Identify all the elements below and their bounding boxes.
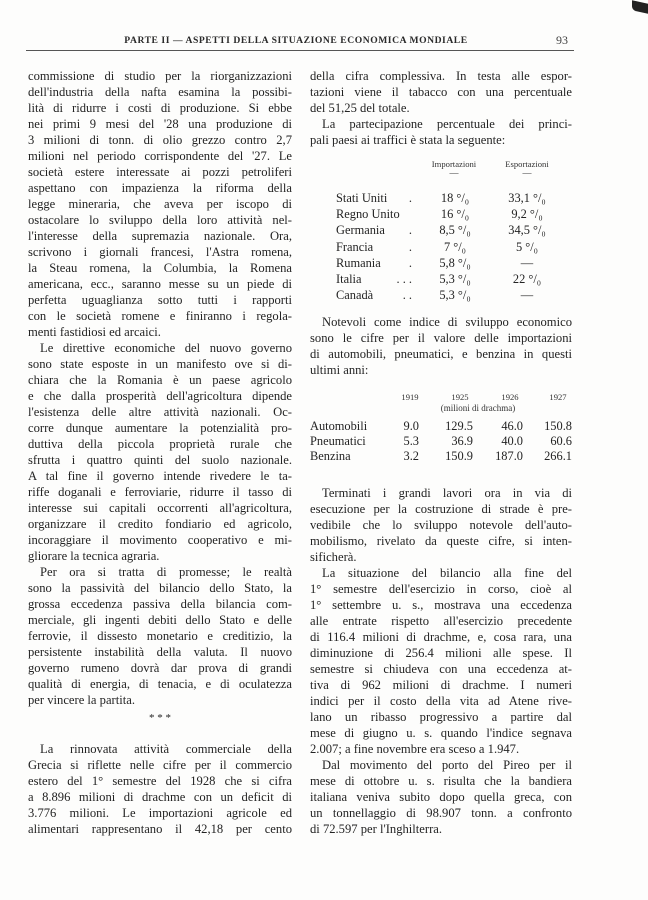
col-dash-exports: — <box>522 168 532 178</box>
paragraph <box>28 564 292 708</box>
year-header: 1927 <box>549 392 567 402</box>
country-name: Rumania <box>336 255 381 270</box>
text-line: alle entrate rispetto all'esercizio precedente <box>310 614 572 628</box>
text-line: del 51,25 del totale. <box>310 101 410 115</box>
text-line: di 116.4 milioni di drachme, e, cosa rara, una <box>310 630 572 644</box>
text-line: dell'industria della nafta esamina la possibi- <box>28 85 292 99</box>
dot-leader: . <box>408 191 412 205</box>
country-name: Regno Unito <box>336 207 400 222</box>
text-line: ultimi anni: <box>310 363 369 377</box>
left-column <box>28 68 292 837</box>
value-cell: 150.8 <box>544 419 572 433</box>
text-line: con le società romene e finiranno i regola- <box>28 309 292 323</box>
value-cell: 36.9 <box>451 434 473 449</box>
text-line: merciale, gli ingenti debiti dello Stato e delle <box>28 613 292 627</box>
paragraph <box>310 485 572 565</box>
dot-leader: . <box>408 223 412 238</box>
text-line: governo rumeno dovrà dar prova di grandi <box>28 661 292 675</box>
text-line: sono la passività del bilancio dello Stato, la <box>28 581 292 595</box>
paragraph <box>310 314 572 378</box>
paragraph <box>28 340 292 564</box>
text-line: indici per il costo della vita ad Atene rive- <box>310 694 572 708</box>
text-line: 1° settembre u. s., mostrava una eccedenza <box>310 598 572 612</box>
text-line: Le direttive economiche del nuovo governo <box>40 341 292 355</box>
text-line: Dal movimento del porto del Pireo per il <box>322 758 572 772</box>
text-line: organizzare il credito fondiario ed agricolo, <box>28 517 292 531</box>
text-line: Per ora si tratta di promesse; le realtà <box>40 565 292 579</box>
text-line: nei primi 9 mesi del '28 una produzione di <box>28 117 292 131</box>
export-share: 5 °/₀ <box>515 239 539 254</box>
country-name: Stati Uniti <box>336 191 388 205</box>
text-line: di automobili, pneumatici, e benzina in questi <box>310 347 572 361</box>
paragraph <box>310 68 572 116</box>
import-share: 5,8 °/₀ <box>439 255 471 270</box>
text-line: vedibile che lo sviluppo notevole dell'auto- <box>310 518 572 532</box>
text-line: tazioni viene il tabacco con una percentuale <box>310 85 572 99</box>
text-line: sono le cifre per il valore delle importazioni <box>310 331 572 345</box>
text-line: Notevoli come indice di sviluppo economico <box>322 315 572 329</box>
dot-leader: . <box>408 255 412 270</box>
text-line: lità di ridurre i costi di produzione. Si ebbe <box>28 101 292 115</box>
export-share: 33,1 °/₀ <box>508 191 546 205</box>
text-line: 1° semestre dell'esercizio in corso, cioè al <box>310 582 572 596</box>
export-share: 9,2 °/₀ <box>511 207 543 222</box>
paragraph <box>28 68 292 340</box>
text-line: 2.007; a fine novembre era sceso a 1.947. <box>310 742 520 756</box>
import-share: 18 °/₀ <box>440 191 470 205</box>
value-cell: 150.9 <box>445 449 473 464</box>
text-line: grossa eccedenza passiva della bilancia com- <box>28 597 292 611</box>
left-text-upper <box>28 68 292 708</box>
text-line: a 8.896 milioni di drachme con un deficit di <box>28 790 292 804</box>
year-header: 1926 <box>501 392 519 402</box>
year-header: 1919 <box>401 392 419 402</box>
dot-leader: . . <box>402 288 412 303</box>
text-line: Terminati i grandi lavori ora in via di <box>322 486 572 500</box>
country-name: Canadà <box>336 288 374 303</box>
import-share: 5,3 °/₀ <box>439 272 471 286</box>
value-cell: 60.6 <box>550 434 572 449</box>
text-line: mese di giugno u. s. quando l'indice segnava <box>310 726 572 740</box>
text-line: legge mineraria, che aveva per iscopo di <box>28 197 292 211</box>
text-line: chiara che la Romania è un paese agricolo <box>28 373 292 387</box>
page-number: 93 <box>556 33 568 47</box>
text-line: ferrovie, il dissesto monetario e creditizio, la <box>28 629 292 643</box>
text-line: esecuzione per la costruzione di strade è pre- <box>310 502 572 516</box>
value-cell: 40.0 <box>501 434 523 449</box>
country-name: Germania <box>336 223 385 238</box>
value-cell: 9.0 <box>403 419 419 433</box>
text-line: di 72.597 per l'Inghilterra. <box>310 822 443 836</box>
value-cell: 3.2 <box>403 449 419 464</box>
right-text-bottom <box>310 485 572 837</box>
paragraph <box>28 741 292 837</box>
text-line: A tal fine il governo intende rivedere le ta- <box>28 469 292 483</box>
text-line: mese di ottobre u. s. risulta che la bandiera <box>310 774 572 788</box>
text-line: sfrutta i quattro quinti del suolo nazionale. <box>28 453 292 467</box>
text-line: un tonnellaggio di 98.907 tonn. a confronto <box>310 806 572 820</box>
separator-asterisks: * * * <box>149 712 171 724</box>
text-line: riffe doganali e ferroviarie, ridurre il tasso di <box>28 485 292 499</box>
export-share: — <box>520 255 534 270</box>
col-dash-imports: — <box>449 168 459 178</box>
text-line: l'interesse della supremazia nazionale. Ora, <box>28 229 292 243</box>
text-line: interesse sui capitali occorrenti all'agricoltura, <box>28 501 292 515</box>
value-cell: 5.3 <box>403 434 419 449</box>
text-line: sificherà. <box>310 550 357 564</box>
text-line: qualità di energia, di tenacia, e di oculatezza <box>28 677 292 691</box>
text-line: commissione di studio per la riorganizzazioni <box>28 69 292 83</box>
left-text-lower <box>28 741 292 837</box>
text-line: italiana veniva subito dopo quella greca, con <box>310 790 572 804</box>
text-line: menti fastidiosi ed arcaici. <box>28 325 161 339</box>
text-line: gliorare la tecnica agraria. <box>28 549 160 563</box>
export-share: 22 °/₀ <box>512 272 542 286</box>
export-share: 34,5 °/₀ <box>508 223 546 238</box>
right-text-top <box>310 68 572 148</box>
text-line: estero del 1° semestre del 1928 che si cifra <box>28 774 292 788</box>
country-name: Italia <box>336 272 362 286</box>
text-line: l'esistenza delle altre attività nazionali. Oc- <box>28 405 292 419</box>
text-line: incoraggiare il movimento cooperativo e mi- <box>28 533 292 547</box>
value-cell: 187.0 <box>495 449 523 464</box>
row-label: Benzina <box>310 449 351 464</box>
col-header-imports: Importazioni <box>431 159 477 169</box>
text-line: per vincere la partita. <box>28 693 135 707</box>
text-line: 3 milioni di tonn. di olio grezzo contro 2,7 <box>28 133 292 147</box>
text-line: e che dalla prosperità dell'agricoltura dipende <box>28 389 292 403</box>
value-cell: 46.0 <box>501 419 523 433</box>
unit-label: (milioni di drachma) <box>440 403 516 413</box>
text-line: corre dunque aumentare la potenzialità pro- <box>28 421 292 435</box>
import-share: 16 °/₀ <box>440 207 470 222</box>
header-rule <box>26 50 574 51</box>
text-line: la Steau romena, la Columbia, la Romena <box>28 261 292 275</box>
paragraph <box>310 565 572 757</box>
text-line: perfetta uguaglianza sotto tutti i rapporti <box>28 293 292 307</box>
value-cell: 129.5 <box>445 419 473 433</box>
text-line: ostacolare lo sviluppo della loro attività nel- <box>28 213 292 227</box>
right-text-mid <box>310 314 572 378</box>
text-line: aspettano con impazienza la riforma della <box>28 181 292 195</box>
text-line: lano un ribasso progressivo a partire dal <box>310 710 572 724</box>
text-line: semestre si chiudeva con una eccedenza at- <box>310 662 572 676</box>
country-name: Francia <box>336 239 374 254</box>
paragraph <box>310 757 572 837</box>
scan-edge-mark <box>632 0 648 13</box>
value-cell: 266.1 <box>544 449 572 464</box>
import-share: 5,3 °/₀ <box>439 288 471 303</box>
text-line: pali paesi ai traffici è stata la seguente: <box>310 133 506 147</box>
import-share: 8,5 °/₀ <box>439 223 471 238</box>
col-header-exports: Esportazioni <box>505 159 549 169</box>
text-line: La rinnovata attività commerciale della <box>40 742 292 756</box>
text-line: diminuzione di 256.4 milioni alle spese. Il <box>310 646 572 660</box>
text-line: scrivono i giornali francesi, l'Astra romena, <box>28 245 292 259</box>
section-separator <box>28 708 292 741</box>
dot-leader: . . . <box>396 272 412 286</box>
text-line: tiva di 962 milioni di drachme. I numeri <box>310 678 572 692</box>
text-line: società estere interessate ai pozzi petroliferi <box>28 165 292 179</box>
text-line: La partecipazione percentuale dei princi- <box>322 117 572 131</box>
text-line: duttiva della piccola proprietà rurale che <box>28 437 292 451</box>
text-line: mobilismo, rivelato da queste cifre, si inten- <box>310 534 572 548</box>
dot-leader: . <box>408 239 412 254</box>
text-line: 3.776 milioni. Le importazioni agricole ed <box>28 806 292 820</box>
text-line: milioni nel periodo corrispondente del '27. Le <box>28 149 292 163</box>
export-share: — <box>520 288 534 303</box>
text-line: La situazione del bilancio alla fine del <box>322 566 572 580</box>
text-line: alimentari rappresentano il 42,18 per cento <box>28 822 292 836</box>
paragraph <box>310 116 572 148</box>
text-line: sono state esposte in un manifesto ove si di- <box>28 357 292 371</box>
row-label: Pneumatici <box>310 434 366 449</box>
year-header: 1925 <box>451 392 469 402</box>
text-line: della cifra complessiva. In testa alle espor- <box>310 69 572 83</box>
running-header: PARTE II — ASPETTI DELLA SITUAZIONE ECONOMICA MONDIALE <box>124 35 468 46</box>
import-share: 7 °/₀ <box>443 239 467 254</box>
text-line: persistente instabilità della valuta. Il nuovo <box>28 645 292 659</box>
text-line: Grecia si riflette nelle cifre per il commercio <box>28 758 292 772</box>
text-line: americana, ecc., saranno messe su un piede di <box>28 277 292 291</box>
row-label: Automobili <box>310 419 368 433</box>
